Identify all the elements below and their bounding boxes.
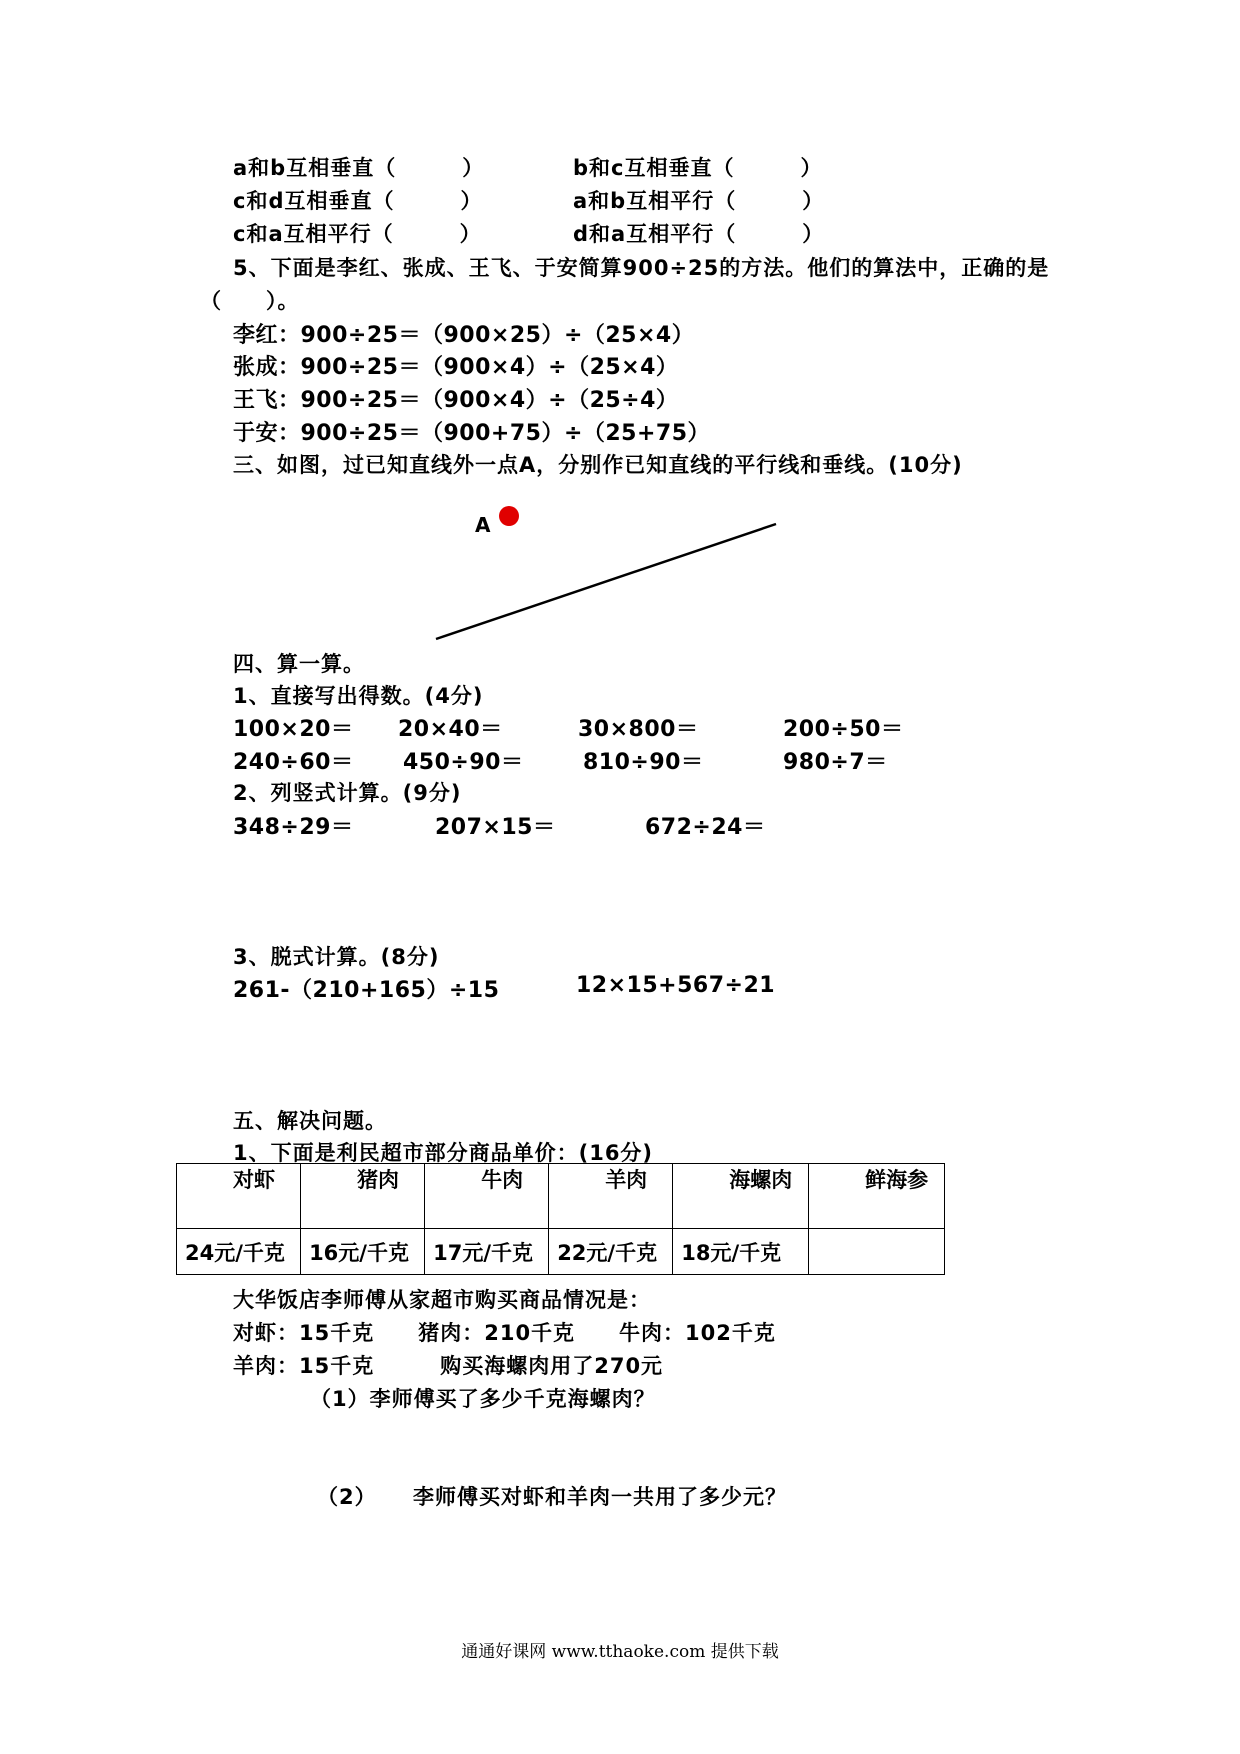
section4-sub3-title: 3、脱式计算。(8分)	[233, 945, 440, 969]
calc-1-1: 100×20＝	[233, 717, 354, 742]
calc-1-4: 200÷50＝	[783, 717, 904, 742]
price-mutton: 22元/千克	[549, 1229, 673, 1275]
price-beef: 17元/千克	[425, 1229, 549, 1275]
q5-method-zhangcheng: 张成：900÷25＝（900×4）÷（25×4）	[233, 355, 679, 380]
footer-source: 通通好课网 www.tthaoke.com 提供下载	[461, 1642, 779, 1662]
q5-answer-blank: （ ）。	[200, 289, 300, 313]
relation-a-b-parallel: a和b互相平行（ ）	[573, 189, 825, 213]
header-pork: 猪肉	[301, 1164, 425, 1229]
stepwise-calc-2: 12×15+567÷21	[576, 973, 776, 998]
price-pork: 16元/千克	[301, 1229, 425, 1275]
line-figure	[0, 0, 1240, 700]
q5-method-wangfei: 王飞：900÷25＝（900×4）÷（25÷4）	[233, 388, 679, 413]
calc-1-3: 30×800＝	[578, 717, 699, 742]
price-shrimp: 24元/千克	[177, 1229, 301, 1275]
calc-2-3: 810÷90＝	[583, 750, 704, 775]
calc-2-1: 240÷60＝	[233, 750, 354, 775]
relation-c-a-parallel: c和a互相平行（ ）	[233, 222, 482, 246]
question-2-number: （2）	[317, 1485, 377, 1509]
relation-c-d-perpendicular: c和d互相垂直（ ）	[233, 189, 483, 213]
q5-method-lihong: 李红：900÷25＝（900×25）÷（25×4）	[233, 323, 695, 348]
given-line	[436, 524, 776, 639]
vertical-calc-1: 348÷29＝	[233, 815, 354, 840]
price-table-value-row	[177, 1229, 945, 1275]
header-beef: 牛肉	[425, 1164, 549, 1229]
relation-d-a-parallel: d和a互相平行（ ）	[573, 222, 825, 246]
purchase-intro: 大华饭店李师傅从家超市购买商品情况是：	[233, 1288, 651, 1312]
question-2-text: 李师傅买对虾和羊肉一共用了多少元？	[413, 1485, 787, 1509]
header-mutton: 羊肉	[549, 1164, 673, 1229]
purchase-line-1: 对虾：15千克 猪肉：210千克 牛肉：102千克	[233, 1321, 776, 1345]
section5-sub1-title: 1、下面是利民超市部分商品单价：(16分)	[233, 1141, 654, 1165]
calc-2-4: 980÷7＝	[783, 750, 888, 775]
relation-b-c-perpendicular: b和c互相垂直（ ）	[573, 156, 823, 180]
calc-2-2: 450÷90＝	[403, 750, 524, 775]
section3-title: 三、如图，过已知直线外一点A，分别作已知直线的平行线和垂线。(10分)	[233, 453, 963, 477]
header-conch: 海螺肉	[673, 1164, 809, 1229]
point-a-dot	[499, 506, 519, 526]
calc-1-2: 20×40＝	[398, 717, 503, 742]
header-shrimp: 对虾	[177, 1164, 301, 1229]
section4-sub1-title: 1、直接写出得数。(4分)	[233, 684, 484, 708]
vertical-calc-2: 207×15＝	[435, 815, 556, 840]
purchase-line-2: 羊肉：15千克 购买海螺肉用了270元	[233, 1354, 664, 1378]
q5-method-yuan: 于安：900÷25＝（900+75）÷（25+75）	[233, 421, 711, 446]
stepwise-calc-1: 261-（210+165）÷15	[233, 978, 500, 1003]
price-table	[176, 1163, 945, 1275]
point-a-label: A	[475, 513, 491, 537]
question-1: （1）李师傅买了多少千克海螺肉？	[310, 1387, 656, 1411]
q5-prompt: 5、下面是李红、张成、王飞、于安简算900÷25的方法。他们的算法中，正确的是	[233, 256, 1050, 280]
header-sea-cucumber: 鲜海参	[809, 1164, 945, 1229]
section5-title: 五、解决问题。	[233, 1109, 387, 1133]
section4-sub2-title: 2、列竖式计算。(9分)	[233, 781, 462, 805]
vertical-calc-3: 672÷24＝	[645, 815, 766, 840]
relation-a-b-perpendicular: a和b互相垂直（ ）	[233, 156, 485, 180]
section4-title: 四、算一算。	[233, 652, 365, 676]
price-sea-cucumber	[809, 1229, 945, 1275]
price-table-header-row	[177, 1164, 945, 1229]
price-conch: 18元/千克	[673, 1229, 809, 1275]
